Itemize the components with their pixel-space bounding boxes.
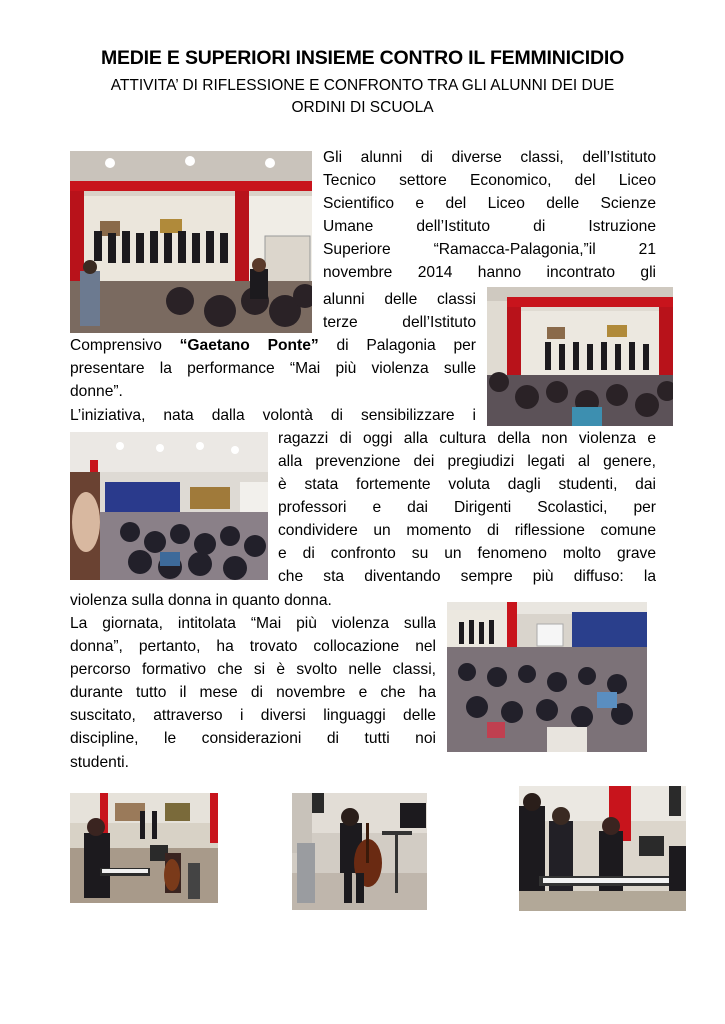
text-line: Tecnico settore Economico, del Liceo <box>323 172 656 189</box>
text-line: Umane dell’Istituto di Istruzione <box>323 218 656 235</box>
text-line: alla prevenzione dei pregiudizi legati al genere, <box>278 453 656 470</box>
text-line: donna”, pertanto, ha trovato collocazione nel <box>70 638 436 655</box>
text-line: durante tutto il mese di novembre e che ha <box>70 684 436 701</box>
text-line: è stata fortemente voluta dagli studenti, dai <box>278 476 656 493</box>
text-line: violenza sulla donna in quanto donna. <box>70 592 332 609</box>
photo-cellist <box>292 793 427 910</box>
text-line: novembre 2014 hanno incontrato gli <box>323 264 656 281</box>
photo-keyboard-ensemble <box>519 786 686 911</box>
school-name: “Gaetano Ponte” <box>179 337 319 354</box>
text-line: terze dell’Istituto <box>323 314 476 331</box>
text-line: professori e dai Dirigenti Scolastici, per <box>278 499 656 516</box>
page-title: MEDIE E SUPERIORI INSIEME CONTRO IL FEMMINICIDIO <box>100 47 625 69</box>
photo-audience-hall <box>70 432 268 580</box>
text-line: L’iniziativa, nata dalla volontà di sensibilizzare i <box>70 407 476 424</box>
photo-musicians-keyboard <box>70 793 218 903</box>
text-line: ragazzi di oggi alla cultura della non violenza e <box>278 430 656 447</box>
photo-stage-wide <box>487 287 673 426</box>
text-line: che sta diventando sempre più diffuso: la <box>278 568 656 585</box>
text-line: La giornata, intitolata “Mai più violenza sulla <box>70 615 436 632</box>
text-line: e di confronto su un fenomeno molto grave <box>278 545 656 562</box>
text-line-school: Comprensivo “Gaetano Ponte” di Palagonia per <box>70 337 476 354</box>
photo-stage-performance <box>70 151 312 333</box>
text-line: percorso formativo che si è svolto nelle classi, <box>70 661 436 678</box>
text-line: presentare la performance “Mai più violenza sulle <box>70 360 476 377</box>
text-line: alunni delle classi <box>323 291 476 308</box>
subtitle-line-2: ORDINI DI SCUOLA <box>291 99 434 116</box>
text-line: Scientifico e del Liceo delle Scienze <box>323 195 656 212</box>
photo-audience-screen <box>447 602 647 752</box>
text-line: donne”. <box>70 383 123 400</box>
text-line: studenti. <box>70 754 129 771</box>
page-subtitle <box>60 75 665 119</box>
text-line: discipline, le considerazioni di tutti noi <box>70 730 436 747</box>
text-line: Superiore “Ramacca-Palagonia,”il 21 <box>323 241 656 258</box>
text-line: suscitato, attraverso i diversi linguaggi delle <box>70 707 436 724</box>
text-line: Gli alunni di diverse classi, dell’Istituto <box>323 149 656 166</box>
subtitle-line-1: ATTIVITA’ DI RIFLESSIONE E CONFRONTO TRA GLI ALUNNI DEI DUE <box>110 77 615 94</box>
text-line: condividere un momento di riflessione comune <box>278 522 656 539</box>
